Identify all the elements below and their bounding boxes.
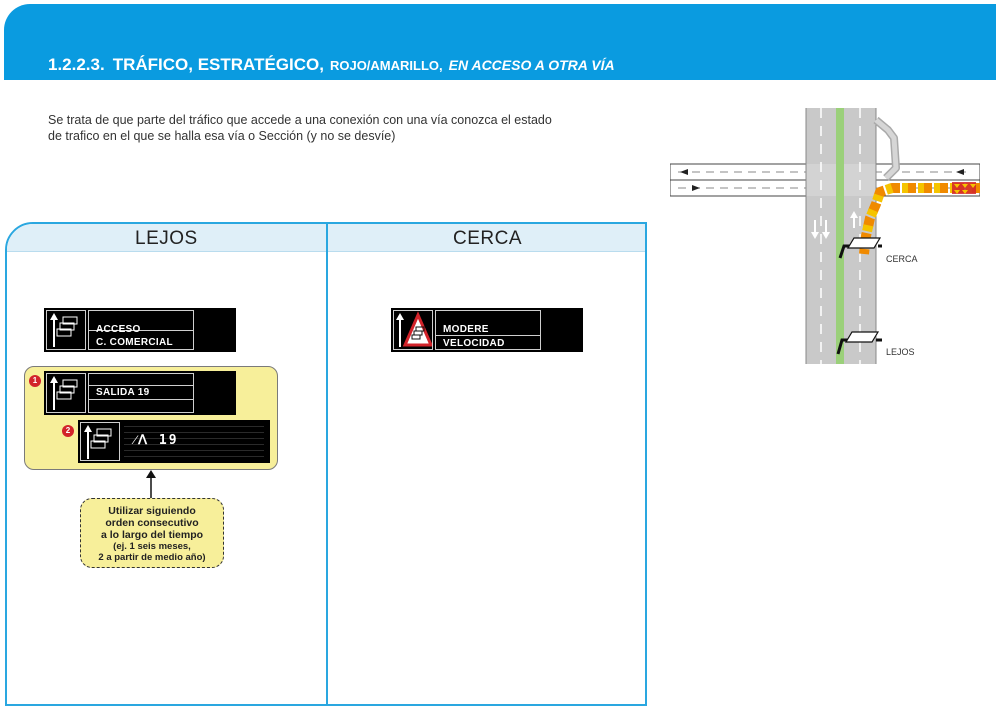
title-main: TRÁFICO, ESTRATÉGICO, bbox=[112, 55, 324, 74]
sign-pictogram bbox=[46, 310, 86, 350]
intro-line-2: de trafico en el que se halla esa vía o Sección (y no se desvíe) bbox=[48, 129, 396, 143]
title-italic: EN ACCESO A OTRA VÍA bbox=[448, 57, 615, 73]
option-badge-2: 2 bbox=[62, 425, 74, 437]
sign-pictogram bbox=[393, 310, 433, 350]
sign-line-1: MODERE bbox=[443, 324, 489, 335]
sign-pictogram bbox=[46, 373, 86, 413]
label-cerca: CERCA bbox=[886, 254, 918, 264]
sign-line-2: VELOCIDAD bbox=[443, 338, 505, 349]
congestion-icon bbox=[47, 311, 85, 349]
note-line-1: Utilizar siguiendo bbox=[108, 505, 196, 517]
section-number: 1.2.2.3. bbox=[48, 55, 105, 74]
label-lejos: LEJOS bbox=[886, 347, 915, 357]
option-2-sign bbox=[78, 420, 270, 463]
warning-congestion-icon bbox=[394, 311, 432, 349]
column-divider bbox=[326, 224, 328, 704]
sign-separator bbox=[88, 399, 194, 400]
usage-note bbox=[80, 498, 224, 568]
column-title-cerca: CERCA bbox=[453, 228, 523, 249]
column-title-lejos: LEJOS bbox=[135, 228, 198, 249]
intro-paragraph bbox=[48, 112, 588, 144]
sign-separator bbox=[88, 385, 194, 386]
pointer-arrow bbox=[144, 470, 158, 500]
road-diagram bbox=[670, 108, 980, 364]
led-text: ⁄ᐱ 19 bbox=[134, 433, 179, 448]
sign-pictogram bbox=[80, 422, 120, 461]
section-title bbox=[48, 55, 615, 75]
sign-line-1: SALIDA 19 bbox=[96, 387, 150, 398]
option-badge-1: 1 bbox=[29, 375, 41, 387]
note-line-4: (ej. 1 seis meses, bbox=[113, 541, 191, 552]
intro-line-1: Se trata de que parte del tráfico que accede a una conexión con una vía conozca el estado bbox=[48, 113, 552, 127]
sign-line-1: ACCESO bbox=[96, 324, 141, 335]
note-line-5: 2 a partir de medio año) bbox=[98, 552, 206, 563]
title-color: ROJO/AMARILLO, bbox=[329, 58, 443, 73]
congestion-icon bbox=[47, 374, 85, 412]
note-line-3: a lo largo del tiempo bbox=[100, 529, 204, 541]
sign-line-2: C. COMERCIAL bbox=[96, 337, 173, 348]
option-1-sign bbox=[44, 371, 236, 415]
cerca-sign bbox=[391, 308, 583, 352]
lejos-sign bbox=[44, 308, 236, 352]
note-line-2: orden consecutivo bbox=[105, 517, 199, 529]
congestion-icon bbox=[81, 423, 119, 461]
sign-separator bbox=[435, 335, 541, 336]
